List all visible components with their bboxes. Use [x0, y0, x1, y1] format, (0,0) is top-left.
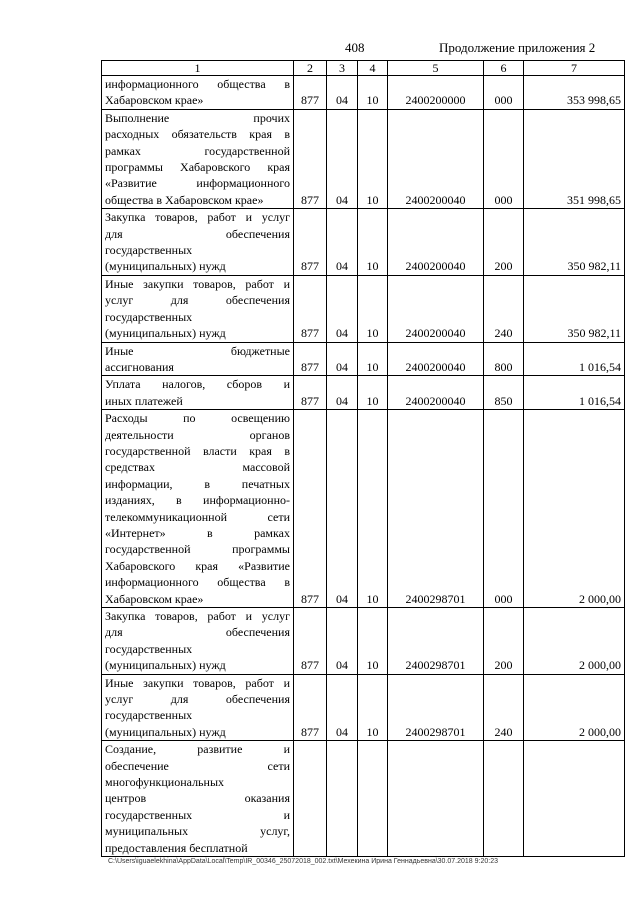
row-name-line: Иные закупки товаров, работ и: [105, 276, 290, 291]
table-row: [102, 342, 625, 376]
row-name-line: программы Хабаровского края: [105, 160, 290, 175]
row-name-line: изданиях, в информационно-: [105, 493, 290, 508]
subsection-code-cell: 10: [358, 674, 388, 741]
col-header: 5: [388, 61, 484, 76]
row-name-line: (муниципальных) нужд: [105, 326, 226, 341]
row-name-cell: [102, 608, 294, 675]
section-code-cell: 04: [327, 209, 358, 276]
amount-cell: 353 998,65: [524, 76, 625, 110]
row-name-line: государственных и: [105, 807, 290, 822]
row-name-line: деятельности органов: [105, 427, 290, 442]
table-row: [102, 109, 625, 208]
target-article-cell: [388, 741, 484, 857]
header-row: [102, 61, 625, 76]
row-name-line: Выполнение прочих: [105, 110, 290, 125]
ministry-code-cell: 877: [294, 109, 327, 208]
row-name-cell: [102, 376, 294, 410]
section-code-cell: 04: [327, 410, 358, 608]
ministry-code-cell: 877: [294, 410, 327, 608]
row-name-line: услуг для обеспечения: [105, 692, 290, 707]
row-name-line: многофункциональных: [105, 775, 225, 790]
amount-cell: 1 016,54: [524, 342, 625, 376]
row-name-line: предоставления бесплатной: [105, 840, 248, 855]
row-name-line: государственной власти края в: [105, 443, 290, 458]
table-row: [102, 275, 625, 342]
row-name-line: Хабаровском крае»: [105, 591, 204, 606]
subsection-code-cell: 10: [358, 275, 388, 342]
continuation-label: Продолжение приложения 2: [439, 40, 596, 55]
target-article-cell: 2400200040: [388, 209, 484, 276]
subsection-code-cell: 10: [358, 410, 388, 608]
amount-cell: 2 000,00: [524, 608, 625, 675]
row-name-line: Хабаровском крае»: [105, 93, 204, 108]
row-name-line: услуг для обеспечения: [105, 293, 290, 308]
row-name-line: государственных: [105, 243, 193, 258]
row-name-line: Хабаровского края «Развитие: [105, 558, 290, 573]
row-name-line: государственных: [105, 708, 193, 723]
subsection-code-cell: 10: [358, 76, 388, 110]
expense-type-cell: 200: [484, 608, 524, 675]
row-name-line: Закупка товаров, работ и услуг: [105, 609, 290, 623]
subsection-code-cell: 10: [358, 608, 388, 675]
row-name-line: иных платежей: [105, 393, 183, 408]
expense-type-cell: 000: [484, 76, 524, 110]
row-name-line: государственных: [105, 309, 193, 324]
row-name-line: общества в Хабаровском крае»: [105, 192, 264, 207]
section-code-cell: 04: [327, 674, 358, 741]
ministry-code-cell: 877: [294, 209, 327, 276]
section-code-cell: 04: [327, 109, 358, 208]
row-name-cell: [102, 741, 294, 857]
row-name-cell: [102, 76, 294, 110]
row-name-line: муниципальных услуг,: [105, 824, 290, 839]
expense-type-cell: [484, 741, 524, 857]
col-header: 2: [294, 61, 327, 76]
row-name-cell: [102, 410, 294, 608]
amount-cell: 2 000,00: [524, 674, 625, 741]
table-row: [102, 410, 625, 608]
row-name-cell: [102, 275, 294, 342]
target-article-cell: 2400200040: [388, 275, 484, 342]
subsection-code-cell: [358, 741, 388, 857]
subsection-code-cell: 10: [358, 109, 388, 208]
col-header: 1: [102, 61, 294, 76]
col-header: 4: [358, 61, 388, 76]
expense-type-cell: 800: [484, 342, 524, 376]
ministry-code-cell: [294, 741, 327, 857]
ministry-code-cell: 877: [294, 342, 327, 376]
row-name-line: Иные бюджетные: [105, 343, 290, 358]
section-code-cell: 04: [327, 376, 358, 410]
amount-cell: 1 016,54: [524, 376, 625, 410]
row-name-line: «Интернет» в рамках: [105, 525, 290, 540]
ministry-code-cell: 877: [294, 76, 327, 110]
subsection-code-cell: 10: [358, 342, 388, 376]
row-name-line: информационного общества в: [105, 575, 290, 590]
row-name-line: (муниципальных) нужд: [105, 724, 226, 739]
col-header: 6: [484, 61, 524, 76]
budget-table: [101, 60, 625, 857]
ministry-code-cell: 877: [294, 376, 327, 410]
col-header: 7: [524, 61, 625, 76]
ministry-code-cell: 877: [294, 275, 327, 342]
section-code-cell: 04: [327, 608, 358, 675]
subsection-code-cell: 10: [358, 376, 388, 410]
row-name-line: ассигнования: [105, 359, 174, 374]
table-row: [102, 209, 625, 276]
row-name-line: Создание, развитие и: [105, 742, 290, 757]
target-article-cell: 2400298701: [388, 608, 484, 675]
expense-type-cell: 000: [484, 410, 524, 608]
table-row: [102, 376, 625, 410]
row-name-line: «Развитие информационного: [105, 176, 290, 191]
row-name-line: Иные закупки товаров, работ и: [105, 675, 290, 690]
target-article-cell: 2400298701: [388, 410, 484, 608]
row-name-line: (муниципальных) нужд: [105, 658, 226, 673]
expense-type-cell: 000: [484, 109, 524, 208]
row-name-cell: [102, 342, 294, 376]
subsection-code-cell: 10: [358, 209, 388, 276]
row-name-line: Уплата налогов, сборов и: [105, 377, 290, 392]
ministry-code-cell: 877: [294, 674, 327, 741]
target-article-cell: 2400200040: [388, 342, 484, 376]
expense-type-cell: 240: [484, 275, 524, 342]
amount-cell: 350 982,11: [524, 275, 625, 342]
row-name-cell: [102, 109, 294, 208]
row-name-cell: [102, 674, 294, 741]
row-name-line: государственных: [105, 641, 193, 656]
table-row: [102, 741, 625, 857]
page-number: 408: [345, 40, 365, 55]
col-header: 3: [327, 61, 358, 76]
target-article-cell: 2400200000: [388, 76, 484, 110]
row-name-cell: [102, 209, 294, 276]
expense-type-cell: 200: [484, 209, 524, 276]
target-article-cell: 2400200040: [388, 109, 484, 208]
row-name-line: Расходы по освещению: [105, 411, 290, 426]
row-name-line: для обеспечения: [105, 625, 290, 640]
amount-cell: [524, 741, 625, 857]
row-name-line: рамках государственной: [105, 143, 290, 158]
row-name-line: телекоммуникационной сети: [105, 509, 290, 524]
amount-cell: 350 982,11: [524, 209, 625, 276]
amount-cell: 2 000,00: [524, 410, 625, 608]
table-body: [102, 61, 625, 857]
expense-type-cell: 240: [484, 674, 524, 741]
section-code-cell: 04: [327, 275, 358, 342]
expense-type-cell: 850: [484, 376, 524, 410]
row-name-line: для обеспечения: [105, 226, 290, 241]
section-code-cell: 04: [327, 342, 358, 376]
row-name-line: информационного общества в: [105, 77, 290, 91]
table-row: [102, 76, 625, 110]
row-name-line: информации, в печатных: [105, 476, 290, 491]
table-row: [102, 608, 625, 675]
row-name-line: Закупка товаров, работ и услуг: [105, 210, 290, 225]
section-code-cell: [327, 741, 358, 857]
row-name-line: средствах массовой: [105, 460, 290, 475]
ministry-code-cell: 877: [294, 608, 327, 675]
row-name-line: обеспечение сети: [105, 758, 290, 773]
row-name-line: государственной программы: [105, 542, 290, 557]
target-article-cell: 2400200040: [388, 376, 484, 410]
amount-cell: 351 998,65: [524, 109, 625, 208]
footer-file-path: C:\Users\iguaelekhina\AppData\Local\Temp\IR_00346_25072018_002.txt\Мехекина Ирина Геннадьевна\30.07.2018 9:20:23: [108, 858, 498, 865]
table-row: [102, 674, 625, 741]
row-name-line: (муниципальных) нужд: [105, 259, 226, 274]
row-name-line: расходных обязательств края в: [105, 127, 290, 142]
row-name-line: центров оказания: [105, 791, 290, 806]
target-article-cell: 2400298701: [388, 674, 484, 741]
section-code-cell: 04: [327, 76, 358, 110]
